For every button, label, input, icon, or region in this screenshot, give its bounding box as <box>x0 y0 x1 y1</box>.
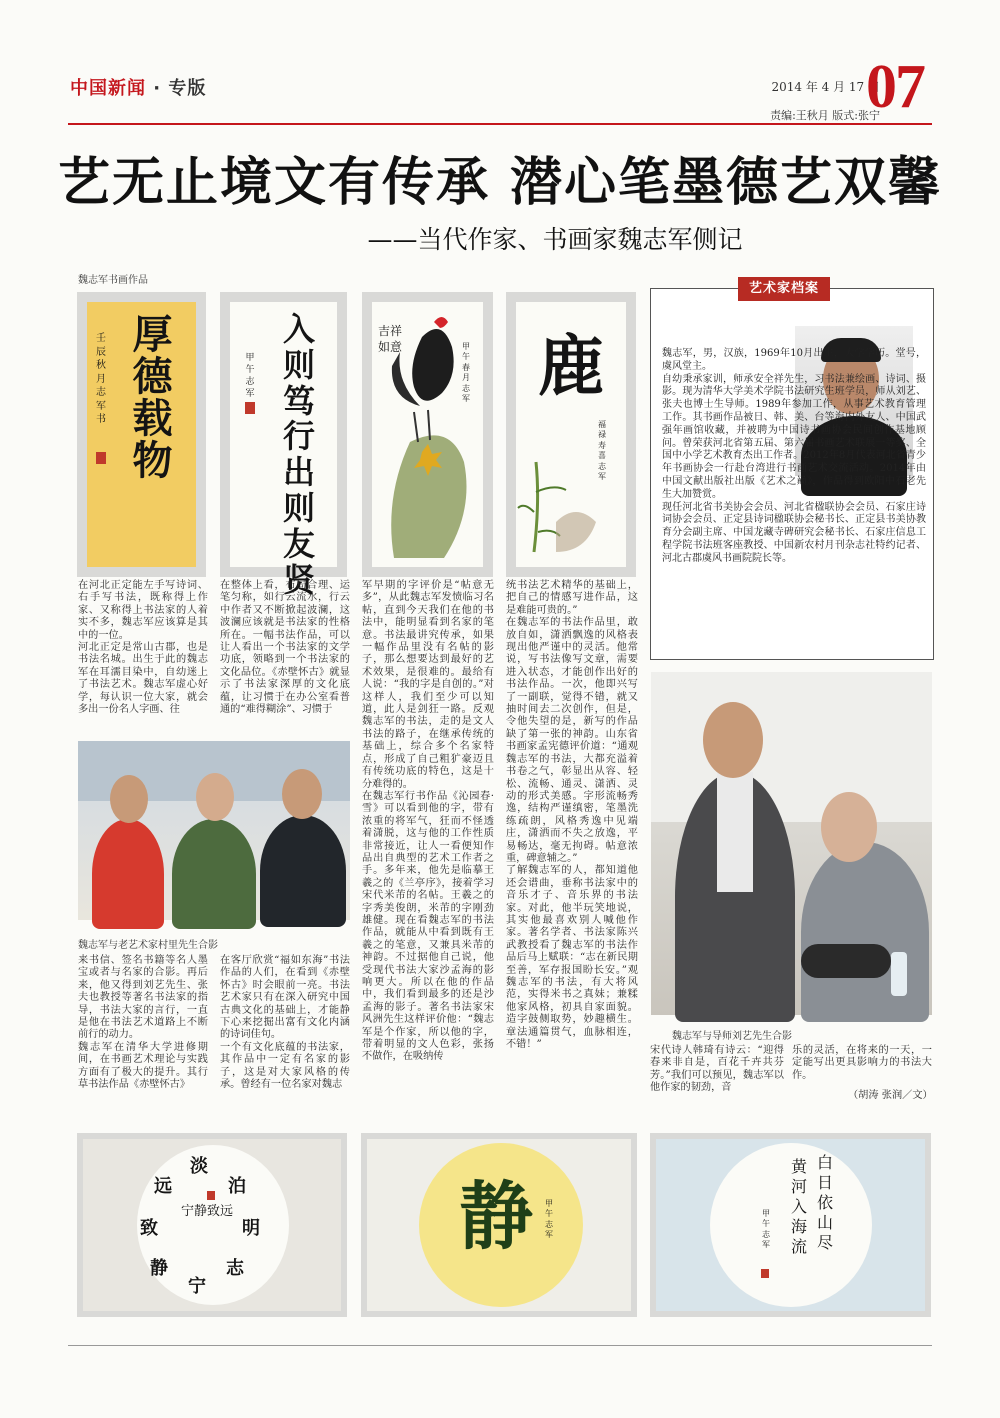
text-col-1-bottom: 来书信、签名书籍等名人墨宝或者与名家的合影。再后来，他又得到刘艺先生、张夫也教授等著名书法家的指导，书法大家的言行，一直是他在书法艺术道路上不断前行的动力。 魏志军在清华大学进修期间，在书画艺术理论与实践方面有了极大的提升。其行草书法作品《赤壁怀古》 <box>78 955 208 1091</box>
person-red-shirt <box>92 819 164 929</box>
subheadline: ——当代作家、书画家魏志军侧记 <box>367 225 743 254</box>
text-col-5: 宋代诗人韩琦有诗云：“迎得春来非自是，百花千卉共芬芳。”我们可以预见，魏志军以他作家的韧劲，音 <box>650 1045 784 1094</box>
profile-body: 魏志军，男，汉族，1969年10月出生，大学学历。堂号，虞风堂主。 自幼秉承家训，师承安全祥先生，习书法兼绘画、诗词、摄影。现为清华大学美术学院书法研究生班学员，师从刘艺、张夫也博士生导师。1989年参加工作，从事艺术教育管理工作。其书画作品被日、韩、美、台等海内外友人、中国武强年画馆收藏，并被聘为中国诗书画协会民间创作基地顾问。曾荣获河北省第五届、第六届书画艺术联展一等奖、全国中小学艺术教育杰出工作者。2012年8月代表河北省青少年书画协会一行赴台湾进行书画艺术交流活动。2014年由中国文献出版社出版《艺术之巅》，作品得到欧阳中石老先生大加赞赏。 现任河北省书美协会会员、河北省楹联协会会员、石家庄诗词协会会员、正定县诗词楹联协会秘书长、正定县书美协教育分会副主席、中国龙藏寺碑研究会秘书长、石家庄信息工程学院书法班客座教授、中国新农村月刊杂志社特约记者、河北古郡虞风书画院院长等。 <box>662 348 926 564</box>
photo-with-mentor <box>651 672 932 1015</box>
poem-char: 流 <box>790 1237 807 1256</box>
person-head <box>110 775 148 823</box>
poem-char: 海 <box>790 1217 807 1236</box>
artwork-4-calligraphy: 鹿 <box>538 327 604 405</box>
round-artwork-1 <box>77 1133 347 1317</box>
ring-char-3: 明 <box>242 1218 260 1239</box>
masthead-logo <box>70 74 206 100</box>
editor-credits: 责编:王秋月 版式:张宁 <box>770 109 880 122</box>
round-artwork-3-inscription: 甲午志军 <box>762 1209 770 1250</box>
issue-date: 2014 年 4 月 17 日 <box>771 80 880 94</box>
text-col-4: 统书法艺术精华的基础上，把自己的情感写进作品，这是难能可贵的。” 在魏志军的书法作品里，敢放自如，潇洒飘逸的风格表现出他严谨中的灵活。他常说，写书法像写文章，需要进入状态，才能创作出好的书法作品。一次，他即兴写了一副联，觉得不错，就又抽时间去二次创作，但是，令他失望的是，新写的作品缺了第一张的神韵。山东省书画家孟宪德评价道：“通观魏志军的书法，大都充溢着书卷之气，彰显出从容、轻松、流畅、通灵、潇洒、灵动的形式美感。字形流畅秀逸，结构严谨缜密，笔墨洗练疏朗，风格秀逸中见端庄，潇洒而不失之放逸，平易畅达，毫无拘碍。帖意浓重，碑意辅之。” 了解魏志军的人，都知道他还会谱曲，垂称书法家中的音乐才子、音乐界的书法家。对此，他半玩笑地说，其实他最喜欢别人喊他作家。著名学者、书法家陈兴武教授看了魏志军的书法作品后马上赋联：“志在新民期至善，军存报国盼长安。”观魏志军的书法，有大将风范，实得米书之真妹；兼糅他家风格，初具自家面貌。造字鼓侧取势，妙趣横生。章法通篇贯气，血脉相连，不错！” <box>506 580 638 1051</box>
poem-char: 入 <box>790 1197 807 1216</box>
poem-char: 依 <box>816 1193 833 1212</box>
header-rule <box>68 123 932 125</box>
ring-char-1: 淡 <box>190 1156 208 1177</box>
inkstone <box>801 944 891 978</box>
ring-char-4: 志 <box>226 1258 244 1279</box>
logo-text: 中国新闻 <box>70 78 146 99</box>
seal-stamp <box>245 402 255 414</box>
photo-2-caption: 魏志军与导师刘艺先生合影 <box>672 1031 792 1042</box>
rooster-painting <box>372 302 483 567</box>
person-head <box>282 769 322 819</box>
artwork-1-inscription: 壬辰秋月志军书 <box>96 333 106 425</box>
round-artwork-2 <box>361 1133 637 1317</box>
photo-background-wall <box>651 672 932 822</box>
person-head <box>196 773 234 821</box>
round-artwork-2-calligraphy: 静 <box>459 1174 533 1260</box>
person-head <box>821 792 877 862</box>
poem-char: 白 <box>816 1153 833 1172</box>
ring-char-6: 静 <box>150 1258 168 1279</box>
artwork-2 <box>220 292 347 599</box>
text-col-2-top: 在整体上看，布局合理、运笔匀称，如行云流水，行云中作者又不断掀起波澜，这波澜应该就是书法家的性格所在。一幅书法作品，可以让人看出一个书法家的文学功底，领略到一个书法家的文化品位。《赤壁怀古》就显示了书法家深厚的文化底蕴，让习惯于在办公室看普通的“难得糊涂”、习惯于 <box>220 580 350 716</box>
headline: 艺无止境文有传承 潜心笔墨德艺双馨 <box>57 153 943 213</box>
poem-char: 尽 <box>816 1233 833 1252</box>
section-name: 专版 <box>168 78 207 99</box>
seal-stamp <box>761 1269 769 1278</box>
footer-rule <box>68 1345 932 1346</box>
poem-char: 日 <box>816 1173 833 1192</box>
text-col-3: 军早期的字评价是“帖意无多”，从此魏志军发愤临习名帖，直到今天我们在他的书法中，能明显看到名家的笔意。书法最讲究传承，如果一幅作品里没有名帖的影子，那么想要达到最好的艺术效果，是很难的。最给有人说：“我的字是自创的。”对这样人，我们至少可以知道，此人是剑狂一路。反观魏志军的书法，走的是文人书法的路子，在继承传统的基础上，综合多个名家特点，形成了自己粗犷豪迈且有传统功底的特色，这是十分难得的。 在魏志军行书作品《沁园春·雪》可以看到他的字，带有浓重的将军气，狂而不怪透着潇脱，这与他的工作性质非常接近，让人一看便知作品出自典型的艺术工作者之手。多年来，他先是临摹王羲之的《兰亭序》，接着学习宋代米芾的名帖。王羲之的字秀美俊朗，米芾的字刚劲雄健。现在看魏志军的书法作品，就能从中看到既有王羲之的笔意，又兼具米芾的神韵。不过据他自己说，他受现代书法大家沙孟海的影响更大。所以在他的作品中，我们看到最多的还是沙孟海的影子。著名书法家宋风洲先生这样评价他：“魏志军是个作家，所以他的字，带着明显的文人色彩，张扬不做作，在吸纳传 <box>362 580 494 1063</box>
poem-char: 河 <box>790 1177 807 1196</box>
seal-stamp <box>96 452 106 464</box>
text-col-1-top: 在河北正定能左手写诗词、右手写书法，既称得上作家、又称得上书法家的人着实不多，魏志军应该算是其中的一位。 河北正定是常山古郡，也是书法名城。出生于此的魏志军在耳濡目染中，自幼迷上了书法艺术。魏志军虚心好学，每认识一位大家，就会多出一份名人字画、往 <box>78 580 208 716</box>
artwork-3-inscription: 甲午春月志军 <box>462 342 470 403</box>
water-bottle <box>891 952 907 996</box>
profile-badge: 艺术家档案 <box>738 277 830 301</box>
photo-1-caption: 魏志军与老艺术家村里先生合影 <box>78 940 218 951</box>
artwork-4-inscription: 福禄寿喜志军 <box>598 420 606 481</box>
profile-text <box>662 348 926 566</box>
round-artwork-2-inscription: 甲午志军 <box>545 1199 553 1240</box>
person-green-jacket <box>172 819 256 929</box>
page-number: 07 <box>866 53 924 121</box>
photo-with-elder-artist <box>78 741 350 920</box>
person-head <box>703 702 763 778</box>
seal-stamp <box>207 1191 215 1200</box>
artwork-1 <box>77 292 206 577</box>
ring-char-8: 远 <box>154 1176 172 1197</box>
works-caption: 魏志军书画作品 <box>78 275 148 286</box>
text-col-6: 乐的灵活，在将来的一天，一定能写出更具影响力的书法大作。 <box>792 1045 932 1081</box>
artwork-3-title: 吉祥如意 <box>377 324 402 354</box>
artwork-2-calligraphy: 入则笃行出则友贤 <box>282 310 315 599</box>
artwork-2-inscription: 甲午志军 <box>245 353 255 400</box>
shirt <box>717 772 753 892</box>
round-artwork-3 <box>650 1133 931 1317</box>
ring-char-5: 宁 <box>188 1276 206 1297</box>
bamboo-painting <box>516 452 626 562</box>
artwork-3 <box>362 292 493 577</box>
artwork-1-calligraphy: 厚德载物 <box>132 311 173 484</box>
ring-char-2: 泊 <box>228 1176 246 1197</box>
byline: （胡涛 张润／文） <box>848 1090 933 1101</box>
person-seated-elder <box>801 842 929 1022</box>
poem-char: 山 <box>816 1213 833 1232</box>
person-dark-shirt <box>260 815 346 927</box>
artwork-4 <box>506 292 636 577</box>
text-col-2-bottom: 在客厅欣赏“福如东海”书法作品的人们，在看到《赤壁怀古》时会眼前一亮。书法艺术家只有在深入研究中国古典文化的基础上，才能静下心来挖掘出富有文化内涵的诗词佳句。 一个有文化底蕴的书法家，其作品中一定有名家的影子，这是对大家风格的传承。曾经有一位名家对魏志 <box>220 955 350 1091</box>
separator-dot: · <box>146 78 169 99</box>
ring-char-7: 致 <box>140 1218 158 1239</box>
round-paper <box>137 1145 289 1305</box>
poem-char: 黄 <box>790 1157 807 1176</box>
round-artwork-1-title: 宁静致远 <box>180 1204 233 1219</box>
